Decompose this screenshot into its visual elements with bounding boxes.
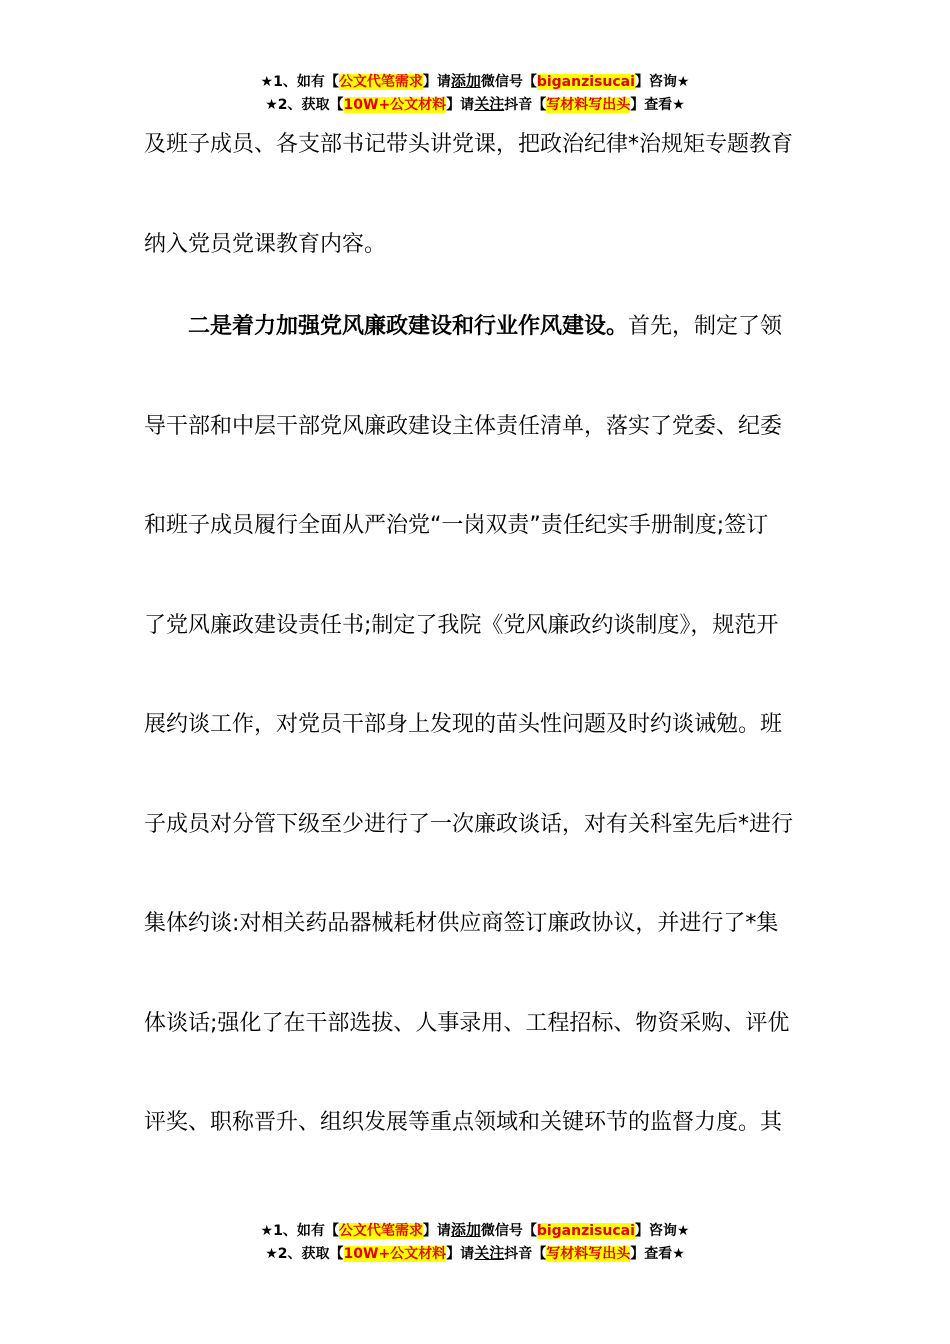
footer-text: ★2、获取【 (265, 1246, 344, 1262)
header-text: 微信号【 (480, 74, 537, 90)
footer-text: 抖音【 (504, 1246, 547, 1262)
footer-text: 】查看★ (630, 1246, 685, 1262)
paragraph-heading-rest: 首先，制定了领 (628, 314, 783, 339)
highlight-wechat-id: biganzisucai (536, 1223, 635, 1239)
footer-text: 】请 (422, 1223, 451, 1239)
header-text: ★2、获取【 (265, 97, 344, 113)
footer-line-2 (0, 1242, 950, 1265)
body-line: 及班子成员、各支部书记带头讲党课，把政治纪律*治规矩专题教育 (144, 132, 794, 157)
highlight-materials: 10W+公文材料 (343, 1246, 447, 1262)
highlight-douyin: 写材料写出头 (546, 97, 631, 113)
header-text: 】请 (422, 74, 451, 90)
highlight-materials: 10W+公文材料 (343, 97, 447, 113)
header-text: 】咨询★ (634, 74, 690, 90)
highlight-douyin: 写材料写出头 (546, 1246, 631, 1262)
body-line: 子成员对分管下级至少进行了一次廉政谈话，对有关科室先后*进行 (144, 812, 794, 837)
header-banner (0, 70, 950, 116)
highlight-service: 公文代笔需求 (338, 1223, 423, 1239)
header-line-2 (0, 93, 950, 116)
body-line: 了党风廉政建设责任书;制定了我院《党风廉政约谈制度》，规范开 (144, 613, 779, 638)
body-line: 展约谈工作，对党员干部身上发现的苗头性问题及时约谈诫勉。班 (144, 712, 783, 737)
body-line: 纳入党员党课教育内容。 (144, 232, 387, 257)
highlight-service: 公文代笔需求 (338, 74, 423, 90)
body-line: 评奖、职称晋升、组织发展等重点领域和关键环节的监督力度。其 (144, 1110, 783, 1135)
footer-text: 微信号【 (480, 1223, 537, 1239)
underline-follow: 关注 (474, 1244, 505, 1262)
underline-add: 添加 (450, 72, 481, 90)
header-text: 】查看★ (630, 97, 685, 113)
body-line: 集体约谈:对相关药品器械耗材供应商签订廉政协议，并进行了*集 (144, 911, 779, 936)
body-line: 导干部和中层干部党风廉政建设主体责任清单，落实了党委、纪委 (144, 414, 783, 439)
underline-follow: 关注 (474, 95, 505, 113)
footer-line-1 (0, 1219, 950, 1242)
footer-text: 】请 (446, 1246, 475, 1262)
highlight-wechat-id: biganzisucai (536, 74, 635, 90)
body-line: 和班子成员履行全面从严治党“一岗双责”责任纪实手册制度;签订 (144, 513, 769, 538)
paragraph-heading-line (188, 312, 858, 342)
footer-banner (0, 1219, 950, 1265)
header-text: ★1、如有【 (260, 74, 339, 90)
header-text: 】请 (446, 97, 475, 113)
header-line-1 (0, 70, 950, 93)
body-line: 体谈话;强化了在干部选拔、人事录用、工程招标、物资采购、评优 (144, 1011, 790, 1036)
header-text: 抖音【 (504, 97, 547, 113)
footer-text: 】咨询★ (634, 1223, 690, 1239)
paragraph-heading: 二是着力加强党风廉政建设和行业作风建设。 (188, 314, 629, 339)
footer-text: ★1、如有【 (260, 1223, 339, 1239)
underline-add: 添加 (450, 1221, 481, 1239)
